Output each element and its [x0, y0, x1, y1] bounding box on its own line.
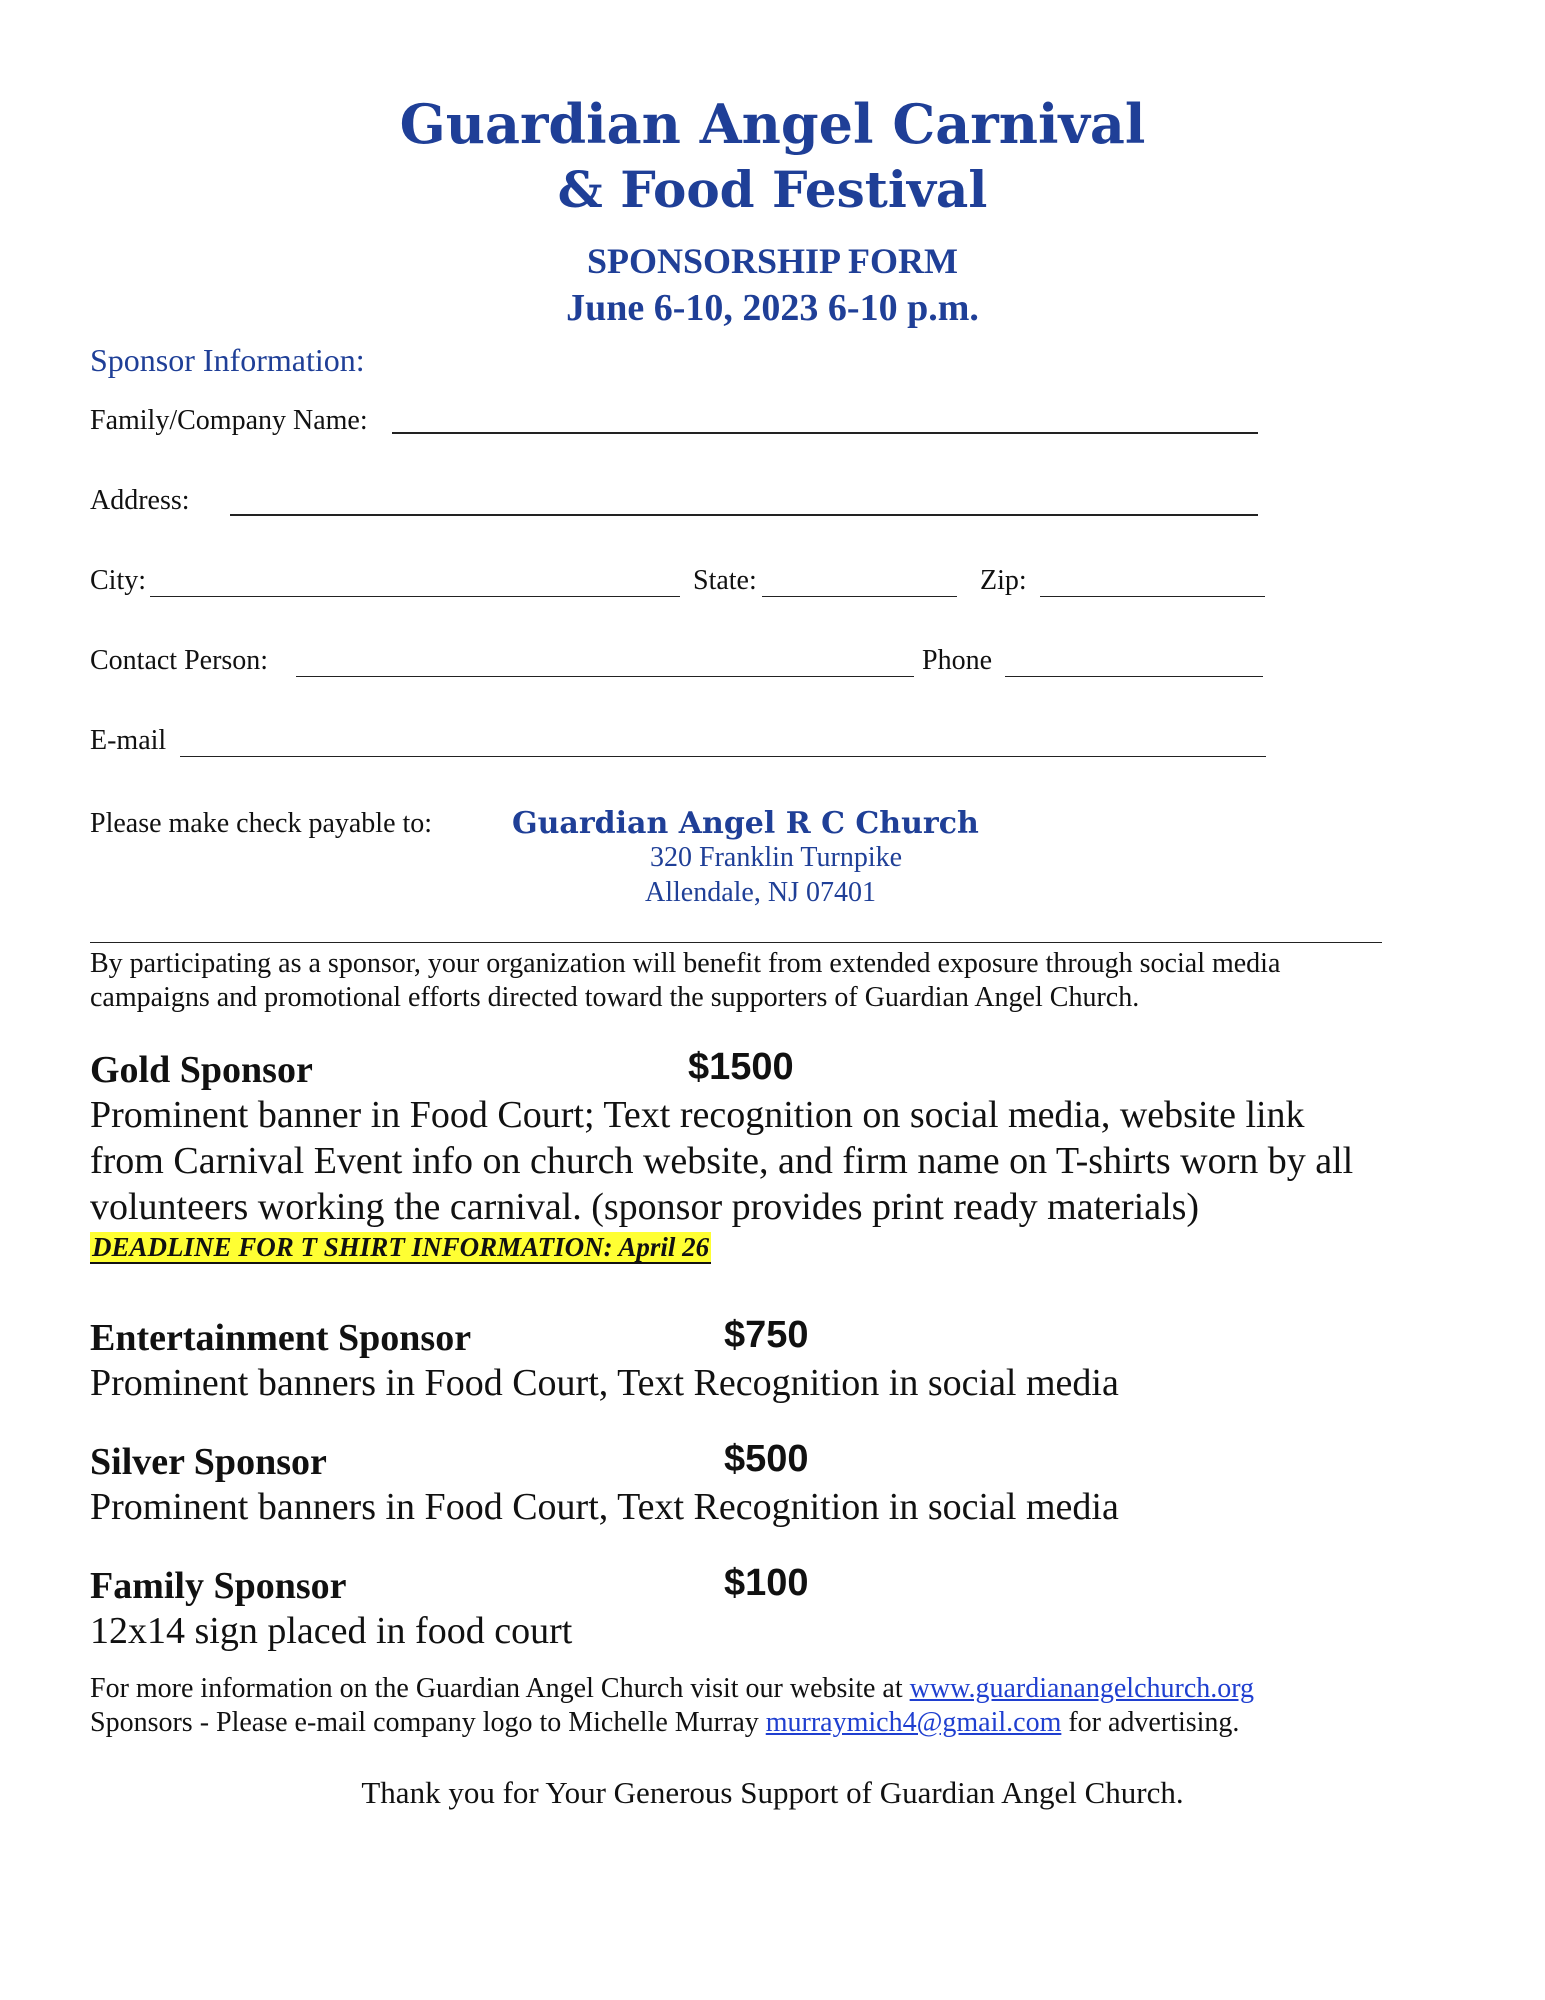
- gold-sponsor-desc-line3: volunteers working the carnival. (sponsor provides print ready materials): [90, 1186, 1200, 1228]
- city-label: City:: [90, 565, 147, 596]
- state-field[interactable]: [762, 596, 957, 597]
- phone-field[interactable]: [1005, 676, 1263, 677]
- state-label: State:: [693, 565, 757, 596]
- family-sponsor-price: $100: [724, 1562, 809, 1604]
- payable-label: Please make check payable to:: [90, 808, 433, 839]
- payee-street: 320 Franklin Turnpike: [650, 842, 903, 873]
- gold-sponsor-desc-line1: Prominent banner in Food Court; Text recognition on social media, website link: [90, 1094, 1305, 1136]
- website-link[interactable]: www.guardianangelchurch.org: [909, 1673, 1255, 1704]
- thank-you-message: Thank you for Your Generous Support of Guardian Angel Church.: [361, 1775, 1184, 1810]
- address-label: Address:: [90, 485, 190, 516]
- entertainment-sponsor-price: $750: [724, 1314, 809, 1356]
- family-sponsor-name: Family Sponsor: [90, 1565, 347, 1607]
- tshirt-deadline-text: DEADLINE FOR T SHIRT INFORMATION: April 26: [92, 1232, 710, 1262]
- payee-name: Guardian Angel R C Church: [512, 806, 979, 841]
- logo-email-suffix: for advertising.: [1061, 1707, 1240, 1738]
- event-title-line2: & Food Festival: [557, 160, 988, 219]
- entertainment-sponsor-desc: Prominent banners in Food Court, Text Recognition in social media: [90, 1362, 1119, 1404]
- sponsor-info-heading: Sponsor Information:: [90, 342, 365, 378]
- intro-line2: campaigns and promotional efforts directed toward the supporters of Guardian Angel Church.: [90, 982, 1140, 1013]
- silver-sponsor-name: Silver Sponsor: [90, 1441, 327, 1483]
- event-dates: June 6-10, 2023 6-10 p.m.: [566, 287, 979, 329]
- entertainment-sponsor-name: Entertainment Sponsor: [90, 1317, 472, 1359]
- section-divider: [90, 942, 1382, 943]
- zip-label: Zip:: [980, 565, 1027, 596]
- gold-sponsor-price: $1500: [688, 1046, 794, 1088]
- payee-city-state: Allendale, NJ 07401: [645, 877, 876, 908]
- email-label: E-mail: [90, 725, 167, 756]
- silver-sponsor-price: $500: [724, 1438, 809, 1480]
- company-name-field[interactable]: [392, 432, 1258, 434]
- address-field[interactable]: [230, 514, 1258, 516]
- phone-label: Phone: [922, 645, 992, 676]
- website-info-line: [90, 1672, 1254, 1706]
- form-title: SPONSORSHIP FORM: [586, 241, 959, 281]
- tshirt-deadline-notice: [90, 1232, 711, 1263]
- zip-field[interactable]: [1040, 596, 1265, 597]
- contact-person-label: Contact Person:: [90, 645, 269, 676]
- contact-person-field[interactable]: [296, 676, 914, 677]
- email-field[interactable]: [180, 756, 1266, 757]
- email-link[interactable]: murraymich4@gmail.com: [765, 1707, 1062, 1738]
- silver-sponsor-desc: Prominent banners in Food Court, Text Recognition in social media: [90, 1486, 1119, 1528]
- city-field[interactable]: [150, 596, 680, 597]
- family-sponsor-desc: 12x14 sign placed in food court: [90, 1610, 573, 1652]
- gold-sponsor-desc-line2: from Carnival Event info on church website, and firm name on T-shirts worn by all: [90, 1140, 1354, 1182]
- company-name-label: Family/Company Name:: [90, 405, 368, 436]
- logo-email-line: [90, 1706, 1239, 1740]
- intro-line1: By participating as a sponsor, your organization will benefit from extended exposure through social media: [90, 948, 1281, 979]
- logo-email-text: Sponsors - Please e-mail company logo to Michelle Murray: [90, 1707, 766, 1738]
- gold-sponsor-name: Gold Sponsor: [90, 1049, 313, 1091]
- website-info-text: For more information on the Guardian Angel Church visit our website at: [90, 1673, 910, 1704]
- event-title-line1: Guardian Angel Carnival: [399, 92, 1146, 156]
